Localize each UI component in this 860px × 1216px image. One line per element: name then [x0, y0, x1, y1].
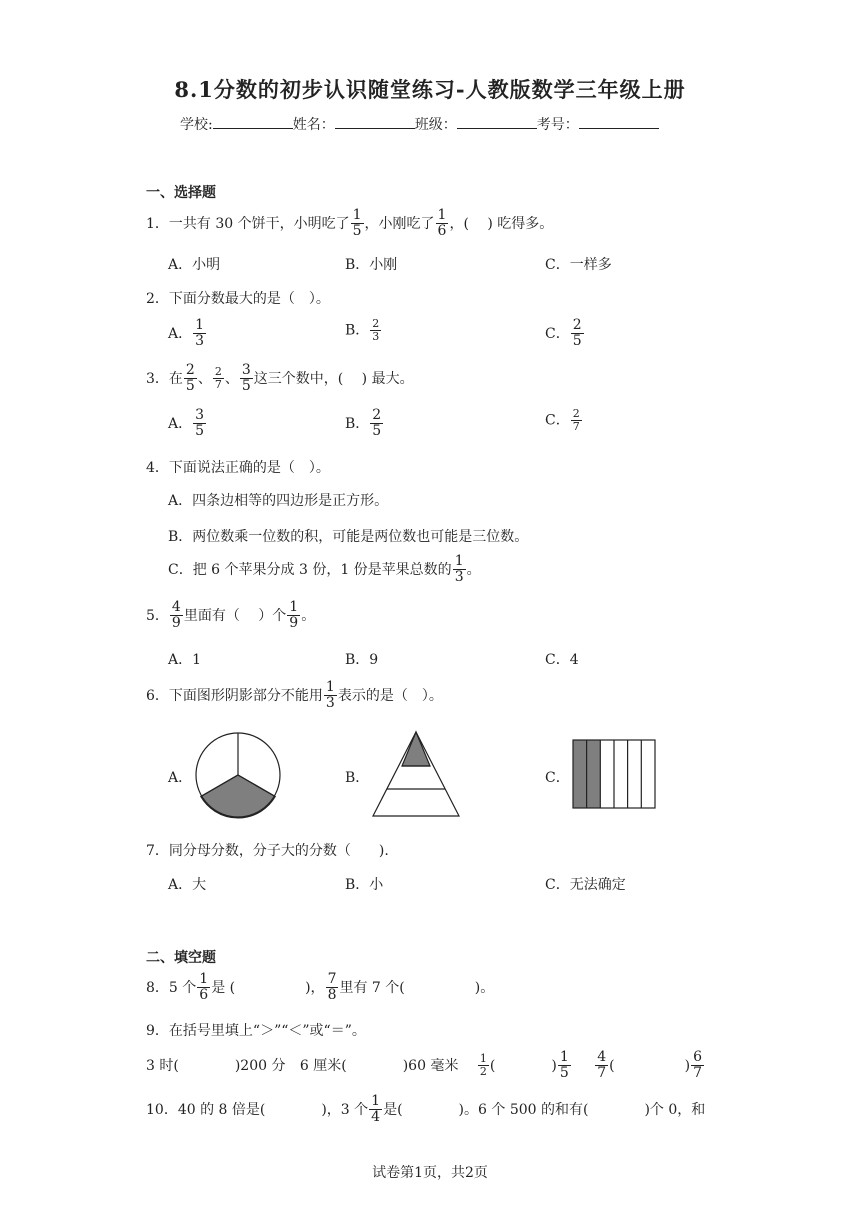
q6-triangle-figure: [372, 731, 460, 817]
q1-option-c[interactable]: C．一样多: [545, 257, 612, 273]
student-info-line: [180, 114, 659, 134]
q2-c-fraction: $\frac{2}{5}$: [572, 317, 582, 350]
question-8: 8．5 个 $\frac{1}{6}$ 是 ( )， $\frac{7}{8}$ 里有 7 个( )。: [146, 971, 495, 1004]
question-6: 6．下面图形阴影部分不能用 $\frac{1}{3}$ 表示的是（ ）。: [146, 679, 443, 712]
q7-option-c[interactable]: C．无法确定: [545, 877, 626, 893]
q8-fraction-2: $\frac{7}{8}$: [327, 971, 337, 1004]
page-title: 8.1分数的初步认识随堂练习-人教版数学三年级上册: [174, 77, 686, 102]
q6-fraction: $\frac{1}{3}$: [325, 679, 335, 712]
q3-fraction-1: $\frac{2}{5}$: [185, 362, 195, 395]
section-2-heading: 二、填空题: [146, 950, 216, 966]
q3-option-a[interactable]: A． $\frac{3}{5}$: [168, 407, 205, 440]
q4-option-b[interactable]: B．两位数乘一位数的积，可能是两位数也可能是三位数。: [168, 529, 529, 545]
page-footer: 试卷第1页，共2页: [372, 1165, 488, 1181]
section-1-heading: 一、选择题: [146, 185, 216, 201]
q5-option-b[interactable]: B．9: [345, 652, 379, 668]
q6-rectangle-figure: [572, 739, 656, 809]
q10-fraction: $\frac{1}{4}$: [371, 1093, 381, 1126]
q2-option-b[interactable]: B． $\frac{2}{3}$: [345, 317, 380, 344]
q5-fraction-2: $\frac{1}{9}$: [289, 599, 299, 632]
q1-text-mid: ，小刚吃了: [364, 215, 435, 232]
q2-option-a[interactable]: A． $\frac{1}{3}$: [168, 317, 205, 350]
q9-item-2[interactable]: 6 厘米( )60 毫米: [299, 1057, 459, 1074]
q3-c-fraction: $\frac{2}{7}$: [572, 407, 580, 434]
q1-text-post: ，( ) 吃得多。: [449, 215, 554, 232]
q9-item-4[interactable]: $\frac{4}{7}$ ( ) $\frac{6}{7}$: [597, 1049, 702, 1082]
class-label: 班级：: [414, 117, 457, 133]
q1-text-pre: 1．一共有 30 个饼干，小明吃了: [146, 215, 350, 232]
q3-fraction-3: $\frac{3}{5}$: [241, 362, 251, 395]
q7-option-b[interactable]: B．小: [345, 877, 384, 893]
question-10: 10．40 的 8 倍是( )，3 个 $\frac{1}{4}$ 是( )。6 个 500 的和有( )个 0，和: [146, 1093, 706, 1126]
question-4: 4．下面说法正确的是（ ）。: [146, 460, 330, 476]
q6-circle-figure: [195, 732, 281, 818]
q2-a-fraction: $\frac{1}{3}$: [195, 317, 205, 350]
exam-no-blank[interactable]: [579, 114, 659, 129]
question-9: 9．在括号里填上“＞”“＜”或“＝”。: [146, 1023, 366, 1039]
q4-option-a[interactable]: A．四条边相等的四边形是正方形。: [168, 493, 389, 509]
q3-b-fraction: $\frac{2}{5}$: [372, 407, 382, 440]
q9-comparisons: [146, 1050, 705, 1082]
q8-fraction-1: $\frac{1}{6}$: [199, 971, 209, 1004]
q3-a-fraction: $\frac{3}{5}$: [195, 407, 205, 440]
q5-fraction-1: $\frac{4}{9}$: [171, 599, 181, 632]
q3-option-b[interactable]: B． $\frac{2}{5}$: [345, 407, 382, 440]
question-5: 5． $\frac{4}{9}$ 里面有（ ）个 $\frac{1}{9}$ 。: [146, 599, 316, 632]
q6-option-a[interactable]: A．: [168, 770, 193, 786]
q1-fraction-2: $\frac{1}{6}$: [437, 207, 447, 240]
exam-no-label: 考号：: [536, 117, 579, 133]
q6-option-c[interactable]: C．: [545, 770, 570, 786]
circle-shaded-third: [201, 775, 275, 818]
q9-item-3[interactable]: $\frac{1}{2}$ ( ) $\frac{1}{5}$: [479, 1049, 569, 1082]
question-3: 3．在 $\frac{2}{5}$ 、 $\frac{2}{7}$ 、 $\frac{3}{5}$ 这三个数中，( ) 最大。: [146, 362, 414, 395]
q5-option-a[interactable]: A．1: [168, 652, 202, 668]
name-label: 姓名：: [292, 117, 335, 133]
question-1: [146, 208, 553, 240]
q5-option-c[interactable]: C．4: [545, 652, 579, 668]
q4-option-c[interactable]: C．把 6 个苹果分成 3 份，1 份是苹果总数的 $\frac{1}{3}$ 。: [168, 553, 481, 586]
q1-option-a[interactable]: A．小明: [168, 257, 221, 273]
q2-b-fraction: $\frac{2}{3}$: [372, 317, 380, 344]
question-2: 2．下面分数最大的是（ ）。: [146, 291, 330, 307]
school-label: 学校:: [180, 117, 213, 133]
school-blank[interactable]: [213, 114, 293, 129]
q2-option-c[interactable]: C． $\frac{2}{5}$: [545, 317, 582, 350]
q7-option-a[interactable]: A．大: [168, 877, 207, 893]
q3-option-c[interactable]: C． $\frac{2}{7}$: [545, 407, 580, 434]
class-blank[interactable]: [457, 114, 537, 129]
q9-item-1[interactable]: 3 时( )200 分: [146, 1057, 286, 1074]
q1-fraction-1: $\frac{1}{5}$: [352, 207, 362, 240]
q1-option-b[interactable]: B．小刚: [345, 257, 398, 273]
q3-fraction-2: $\frac{2}{7}$: [214, 365, 222, 392]
triangle-shaded-top: [402, 732, 430, 766]
q6-option-b[interactable]: B．: [345, 770, 370, 786]
q4-c-fraction: $\frac{1}{3}$: [454, 553, 464, 586]
name-blank[interactable]: [335, 114, 415, 129]
question-7: 7．同分母分数，分子大的分数（ ).: [146, 843, 389, 859]
